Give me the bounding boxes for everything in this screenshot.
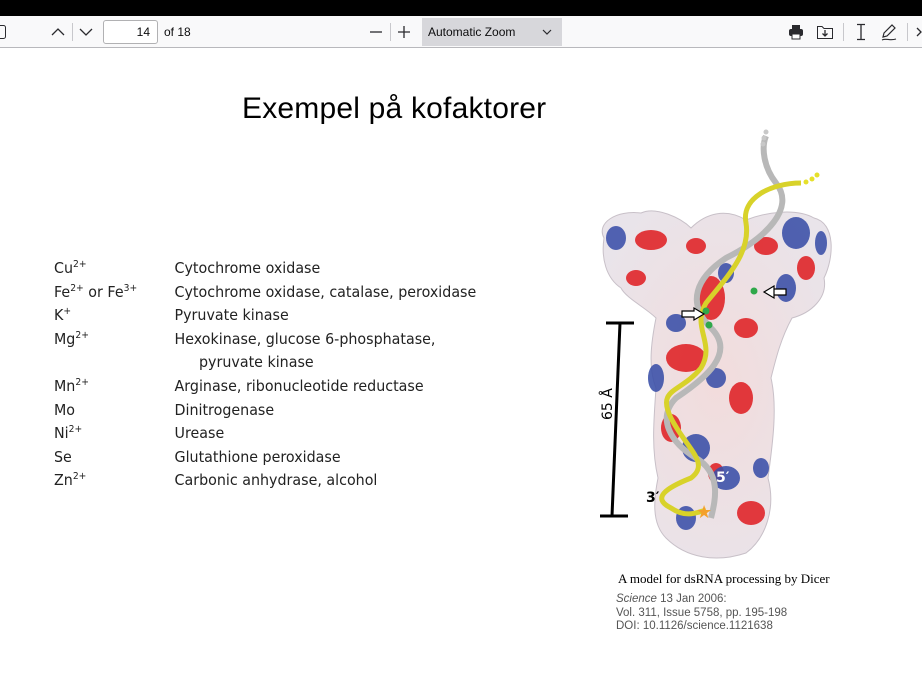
enzyme-list: Cytochrome oxidase, catalase, peroxidase xyxy=(174,283,477,301)
separator xyxy=(72,23,73,41)
cofactor-row xyxy=(54,401,274,419)
enzyme-list-continuation: pyruvate kinase xyxy=(199,353,314,371)
enzyme-list: Arginase, ribonucleotide reductase xyxy=(174,377,424,395)
enzyme-list: Carbonic anhydrase, alcohol xyxy=(174,471,378,489)
dicer-model-figure xyxy=(596,128,846,568)
sidebar-icon xyxy=(0,25,7,39)
citation xyxy=(616,593,787,634)
cofactor-row xyxy=(54,283,476,301)
label-5prime: 5′ xyxy=(716,470,730,486)
zoom-in-button[interactable] xyxy=(394,22,414,42)
cofactor-row xyxy=(54,471,377,489)
page-count-label: of 18 xyxy=(164,25,191,39)
draw-tool-button[interactable] xyxy=(879,22,899,42)
chevron-up-icon xyxy=(51,27,65,37)
cofactor-ion: $Cu^{2+}$ xyxy=(54,259,87,277)
more-tools-button[interactable] xyxy=(914,22,922,42)
pen-icon xyxy=(880,23,898,41)
cofactor-ion: Mo xyxy=(54,401,76,419)
separator xyxy=(907,23,908,41)
cofactor-row xyxy=(54,424,224,442)
cofactor-row xyxy=(54,377,424,395)
cofactor-ion: $Mn^{2+}$ xyxy=(54,377,89,395)
scale-label: 65 Å xyxy=(600,388,616,420)
window-top-bar xyxy=(0,0,922,16)
plus-icon xyxy=(397,25,411,39)
zoom-select[interactable] xyxy=(422,18,562,46)
citation-doi: DOI: 10.1126/science.1121638 xyxy=(616,620,773,632)
slide-title: Exempel på kofaktorer xyxy=(242,92,547,125)
cofactor-row xyxy=(54,330,435,348)
enzyme-list: Glutathione peroxidase xyxy=(174,448,341,466)
print-button[interactable] xyxy=(786,22,806,42)
pdf-toolbar xyxy=(0,16,922,48)
enzyme-list: Cytochrome oxidase xyxy=(174,259,321,277)
cofactor-ion: $Ni^{2+}$ xyxy=(54,424,83,442)
separator xyxy=(843,23,844,41)
next-page-button[interactable] xyxy=(76,22,96,42)
previous-page-button[interactable] xyxy=(48,22,68,42)
text-tool-button[interactable] xyxy=(851,22,871,42)
cofactor-row xyxy=(54,259,320,277)
enzyme-list: Hexokinase, glucose 6-phosphatase, xyxy=(174,330,436,348)
cofactor-row xyxy=(54,306,289,324)
citation-date: 13 Jan 2006: xyxy=(656,593,727,605)
separator xyxy=(390,23,391,41)
cofactor-row xyxy=(54,448,341,466)
star-icon: ★ xyxy=(696,502,713,522)
zoom-level-label: Automatic Zoom xyxy=(428,25,516,39)
cofactor-ion: $Fe^{2+}$ or $Fe^{3+}$ xyxy=(54,283,138,301)
chevron-down-icon xyxy=(79,27,93,37)
cofactor-ion: Se xyxy=(54,448,72,466)
download-icon xyxy=(816,24,834,40)
chevron-right-icon xyxy=(915,25,922,39)
zoom-out-button[interactable] xyxy=(366,22,386,42)
text-cursor-icon xyxy=(855,23,867,41)
cofactor-ion: $Zn^{2+}$ xyxy=(54,471,87,489)
page-number-input[interactable]: 14 xyxy=(103,20,158,44)
printer-icon xyxy=(788,24,804,40)
figure-caption: A model for dsRNA processing by Dicer xyxy=(618,571,830,586)
save-button[interactable] xyxy=(815,22,835,42)
minus-icon xyxy=(369,25,383,39)
cofactor-ion: $Mg^{2+}$ xyxy=(54,330,89,348)
enzyme-list: Urease xyxy=(174,424,225,442)
enzyme-list: Pyruvate kinase xyxy=(174,306,289,324)
enzyme-list: Dinitrogenase xyxy=(174,401,275,419)
citation-volume: Vol. 311, Issue 5758, pp. 195-198 xyxy=(616,606,788,619)
cofactor-ion: K+ xyxy=(54,306,72,324)
sidebar-toggle-button[interactable] xyxy=(0,24,8,40)
journal-name: Science xyxy=(616,593,657,605)
label-3prime: 3′ xyxy=(646,490,660,506)
